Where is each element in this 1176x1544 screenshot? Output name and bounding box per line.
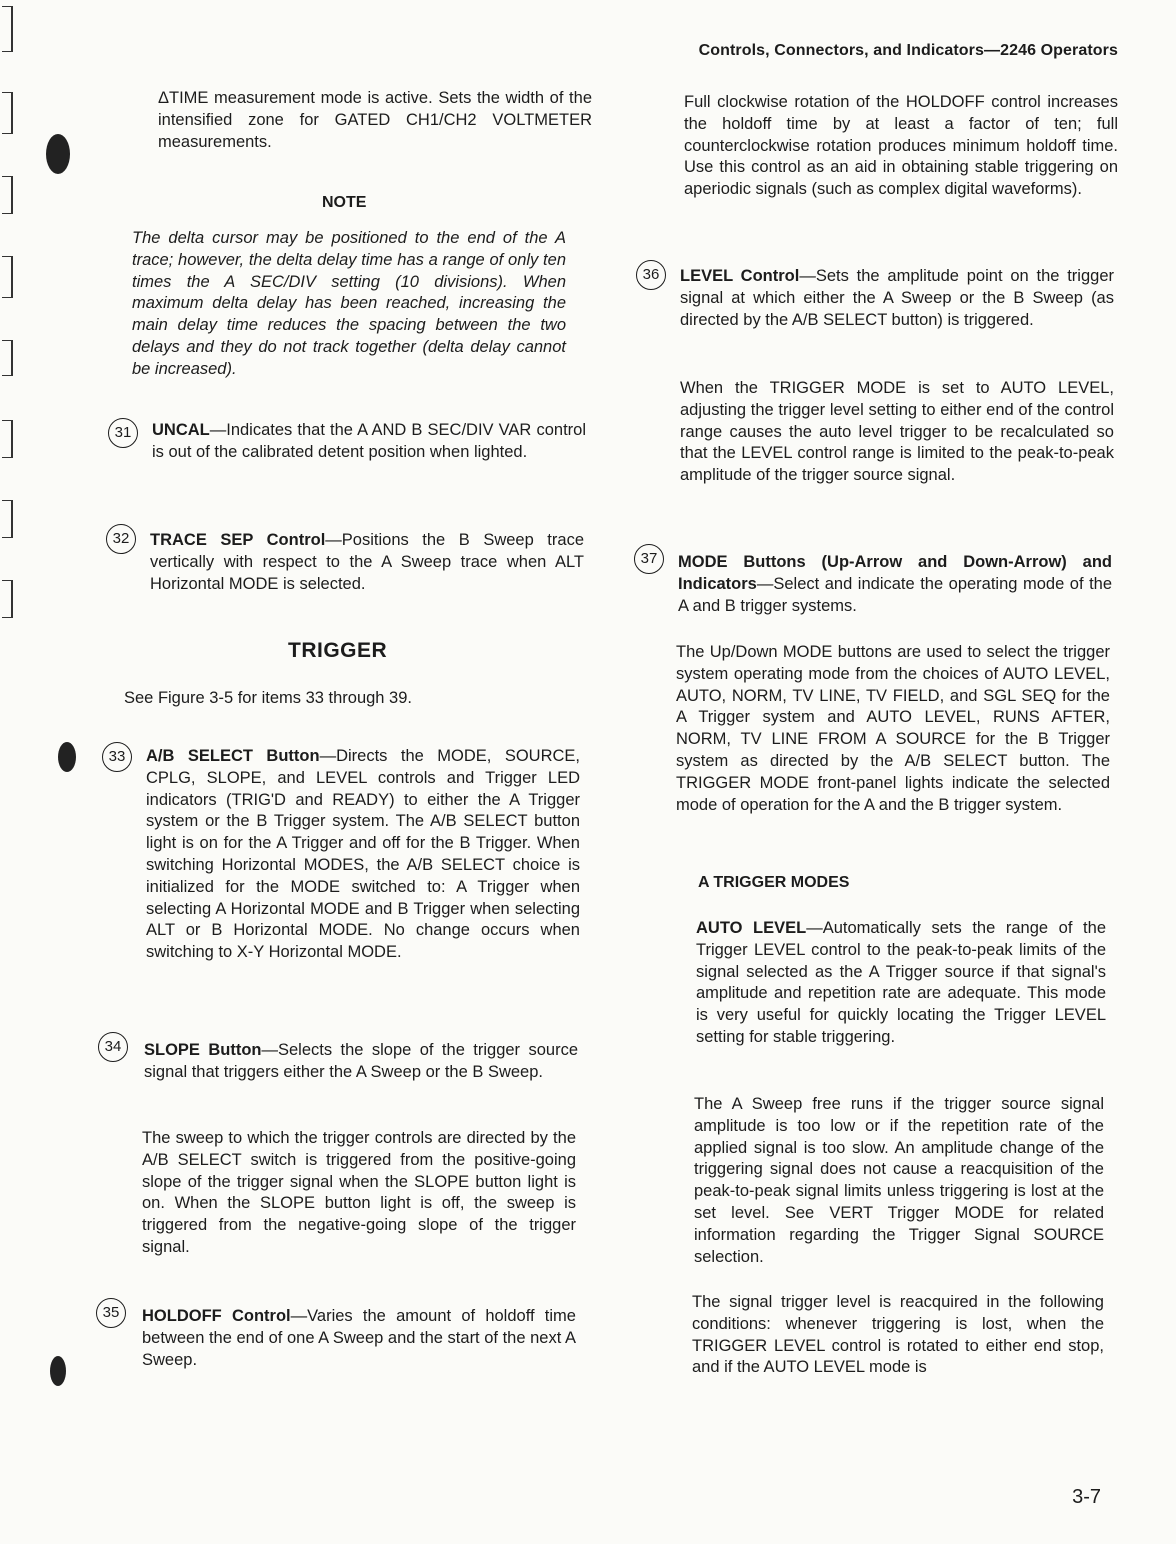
item-description: —Selects the slope of the trigger source signal that triggers either the A Sweep or the B Sweep. [144, 1041, 578, 1081]
section-reference [124, 688, 584, 710]
page-number: 3-7 [1072, 1486, 1101, 1508]
note-heading: NOTE [322, 194, 367, 211]
item-description: —Varies the amount of holdoff time between the end of one A Sweep and the start of the next A Sweep. [142, 1307, 576, 1369]
mode-details-text: The Up/Down MODE buttons are used to select the trigger system operating mode from the choices of AUTO LEVEL, AUTO, NORM, TV LINE, TV FIELD, and SGL SEQ for the A Trigger system and AUTO LEVEL, RUNS AFTER, NORM, TV LINE FROM A SOURCE for the B Trigger system as directed by the A/B SELECT button. The TRIGGER MODE front-panel lights indicate the selected mode of operation for the A and the B trigger system. [676, 643, 1110, 814]
item-description: —Select and indicate the operating mode of the A and B trigger systems. [678, 574, 1112, 615]
item-36-paragraph [680, 378, 1114, 487]
item-35-text [142, 1306, 576, 1371]
item-title: SLOPE Button [144, 1041, 262, 1059]
item-title: LEVEL Control [680, 267, 800, 285]
item-description: —Indicates that the A AND B SEC/DIV VAR control is out of the calibrated detent position when lighted. [152, 421, 586, 461]
item-number-badge: 36 [636, 260, 666, 290]
level-details-text: When the TRIGGER MODE is set to AUTO LEVEL, adjusting the trigger level setting to either end of the control range causes the auto level trigger to be recalculated so that the LEVEL control range is limited to the peak-to-peak amplitude of the trigger source signal. [680, 379, 1114, 485]
item-37-text [678, 552, 1112, 617]
note-text: The delta cursor may be positioned to the end of the A trace; however, the delta delay time has a range of only ten times the A SEC/DIV setting (10 divisions). When maximum delta delay has been reached, increasing the main delay time reduces the spacing between the two delays and they do not track together (delta delay cannot be increased). [132, 229, 566, 378]
binding-mark [2, 340, 13, 376]
item-34-text [144, 1040, 578, 1084]
holdoff-continuation [684, 92, 1118, 201]
punch-hole-shadow [46, 134, 70, 174]
binding-mark [2, 176, 13, 214]
binding-mark [2, 256, 13, 298]
reacquire-paragraph [692, 1292, 1104, 1379]
item-36-text [680, 266, 1114, 331]
item-title: TRACE SEP Control [150, 531, 326, 549]
item-number-badge: 37 [634, 544, 664, 574]
item-number-badge: 35 [96, 1298, 126, 1328]
item-description: —Directs the MODE, SOURCE, CPLG, SLOPE, and LEVEL controls and Trigger LED indicators (TRIG'D and READY) to either the A Trigger system or the B Trigger system. The A/B SELECT button light is on for the A Trigger and off for the B Trigger. When switching Horizontal MODES, the A/B SELECT choice is initialized for the MODE switched to: A Trigger when selecting A Horizontal MODE and B Trigger when selecting ALT or B Horizontal MODE. No change occurs when switching to X-Y Horizontal MODE. [146, 747, 580, 962]
reacquire-text: The signal trigger level is reacquired in the following conditions: whenever triggering is lost, when the TRIGGER LEVEL control is rotated to either end stop, and if the AUTO LEVEL mode is [692, 1293, 1104, 1377]
item-34-paragraph [142, 1128, 576, 1259]
item-title: MODE Buttons (Up-Arrow and Down-Arrow) and Indicators [678, 553, 1112, 593]
item-description: —Positions the B Sweep trace vertically with respect to the A Sweep trace when ALT Horizontal MODE is selected. [150, 531, 584, 593]
binding-mark [2, 6, 13, 52]
item-title: A/B SELECT Button [146, 747, 320, 765]
section-reference-text: See Figure 3-5 for items 33 through 39. [124, 689, 412, 707]
item-number-badge: 32 [106, 524, 136, 554]
item-title: UNCAL [152, 421, 210, 439]
binding-mark [2, 500, 13, 538]
item-32-text [150, 530, 584, 595]
auto-level-title: AUTO LEVEL [696, 919, 807, 937]
item-title: HOLDOFF Control [142, 1307, 291, 1325]
running-header: Controls, Connectors, and Indicators—2246 Operators [698, 42, 1118, 59]
slope-details-text: The sweep to which the trigger controls are directed by the A/B SELECT switch is triggered from the positive-going slope of the trigger signal when the SLOPE button light is on. When the SLOPE button light is off, the sweep is triggered from the negative-going slope of the trigger signal. [142, 1129, 576, 1256]
binding-mark [2, 92, 13, 134]
punch-hole-shadow [58, 742, 76, 772]
auto-level-text [696, 918, 1106, 1049]
item-number-badge: 34 [98, 1032, 128, 1062]
free-run-text: The A Sweep free runs if the trigger source signal amplitude is too low or if the repetition rate of the applied signal is too slow. An amplitude change of the triggering signal does not cause a reacquisition of the peak-to-peak signal limits unless triggering is lost at the set level. See VERT Trigger MODE for related information regarding the Trigger Signal SOURCE selection. [694, 1095, 1104, 1266]
item-37-paragraph [676, 642, 1110, 816]
auto-level-description: —Automatically sets the range of the Trigger LEVEL control to the peak-to-peak limits of the signal selected as the A Trigger source if that signal's amplitude and repetition rate are adequate. This mode is very useful for quickly locating the Trigger LEVEL setting for stable triggering. [696, 919, 1106, 1046]
a-trigger-modes-heading: A TRIGGER MODES [698, 874, 850, 891]
holdoff-continuation-text: Full clockwise rotation of the HOLDOFF control increases the holdoff time by at least a factor of ten; full counterclockwise rotation produces minimum holdoff time. Use this control as an aid in obtaining stable triggering on aperiodic signals (such as complex digital waveforms). [684, 93, 1118, 199]
item-description: —Sets the amplitude point on the trigger signal at which either the A Sweep or the B Sweep (as directed by the A/B SELECT button) is triggered. [680, 267, 1114, 329]
binding-mark [2, 420, 13, 458]
intro-paragraph [158, 88, 592, 153]
note-body [132, 228, 566, 381]
free-run-paragraph [694, 1094, 1104, 1268]
auto-level-paragraph [696, 918, 1106, 1049]
item-33-text [146, 746, 580, 964]
item-31-text [152, 420, 586, 464]
binding-mark [2, 580, 13, 618]
section-title: TRIGGER [288, 639, 388, 662]
item-number-badge: 31 [108, 418, 138, 448]
punch-hole-shadow [50, 1356, 66, 1386]
intro-text: ΔTIME measurement mode is active. Sets the width of the intensified zone for GATED CH1/CH2 VOLTMETER measurements. [158, 89, 592, 151]
item-number-badge: 33 [102, 742, 132, 772]
